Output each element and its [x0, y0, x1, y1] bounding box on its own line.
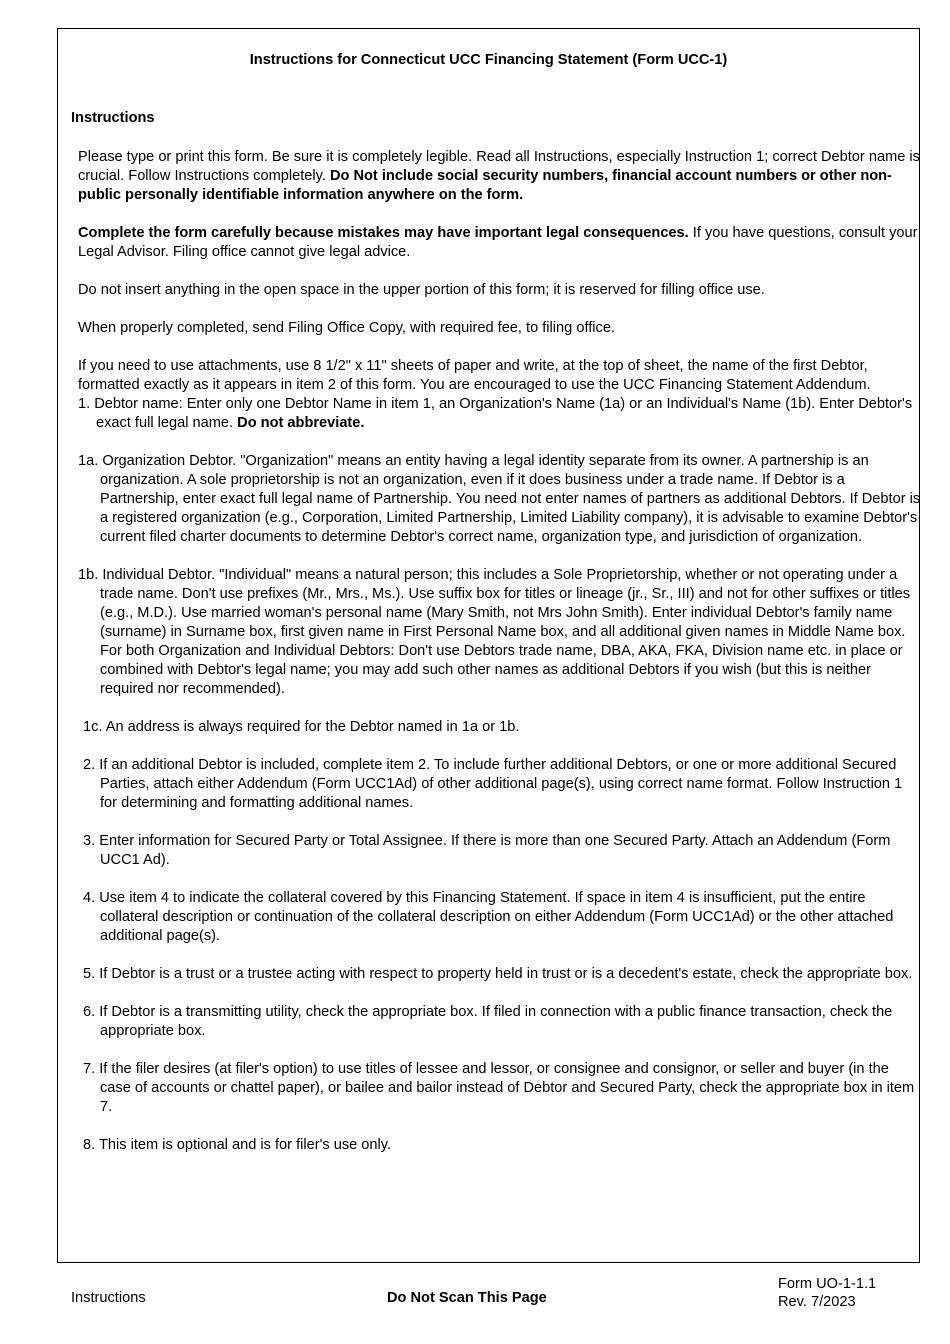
instructions-frame	[57, 28, 920, 1263]
item-1-text: 1. Debtor name: Enter only one Debtor Name in item 1, an Organization's Name (1a) or an Individual's Name (1b). Enter Debtor's exact full legal name.	[78, 396, 913, 431]
page-title: Instructions for Connecticut UCC Financing Statement (Form UCC-1)	[249, 52, 728, 68]
instruction-item-7: 7. If the filer desires (at filer's option) to use titles of lessee and lessor, or consignee and consignor, or seller and buyer (in the case of accounts or chattel paper), or bailee and bailor instead of Debtor and Secured Party, check the appropriate box in item 7.	[83, 1061, 915, 1115]
instruction-item-6: 6. If Debtor is a transmitting utility, check the appropriate box. If filed in connection with a public finance transaction, check the appropriate box.	[83, 1004, 893, 1039]
intro-p2-warning: Complete the form carefully because mistakes may have important legal consequences.	[78, 225, 689, 241]
intro-paragraph-5: If you need to use attachments, use 8 1/2" x 11" sheets of paper and write, at the top of sheet, the name of the first Debtor, formatted exactly as it appears in item 2 of this form. You are encouraged to use the UCC Financing Statement Addendum.	[78, 358, 871, 393]
item-1-warning: Do not abbreviate.	[237, 415, 365, 431]
footer-revision: Rev. 7/2023	[778, 1294, 856, 1310]
footer-form-number: Form UO-1-1.1	[778, 1276, 877, 1292]
intro-paragraph-2	[78, 224, 921, 262]
instruction-item-1	[78, 395, 921, 433]
intro-p1-warning: Do Not include social security numbers, financial account numbers or other non-public personally identifiable information anywhere on the form.	[78, 168, 892, 203]
instructions-body	[78, 148, 921, 1174]
footer-label: Instructions	[71, 1290, 146, 1306]
instruction-item-1a: 1a. Organization Debtor. "Organization" means an entity having a legal identity separate from its owner. A partnership is an organization. A sole proprietorship is not an organization, even if it does business under a trade name. If Debtor is a Partnership, enter exact full legal name of Partnership. You need not enter names of partners as additional Debtors. If Debtor is a registered organization (e.g., Corporation, Limited Partnership, Limited Liability company), it is advisable to examine Debtor's current filed charter documents to determine Debtor's correct name, organization type, and jurisdiction of organization.	[78, 453, 921, 545]
instruction-item-5: 5. If Debtor is a trust or a trustee acting with respect to property held in trust or is a decedent's estate, check the appropriate box.	[83, 966, 913, 982]
footer-notice: Do Not Scan This Page	[387, 1290, 547, 1306]
intro-paragraph-4: When properly completed, send Filing Office Copy, with required fee, to filing office.	[78, 320, 615, 336]
instruction-item-1b: 1b. Individual Debtor. "Individual" means a natural person; this includes a Sole Proprietorship, whether or not operating under a trade name. Don't use prefixes (Mr., Mrs., Ms.). Use suffix box for titles or lineage (jr., Sr., III) and not for other suffixes or titles (e.g., M.D.). Use married woman's personal name (Mary Smith, not Mrs John Smith). Enter individual Debtor's family name (surname) in Surname box, first given name in First Personal Name box, and all additional given names in Middle Name box. For both Organization and Individual Debtors: Don't use Debtors trade name, DBA, AKA, FKA, Division name etc. in place or combined with Debtor's legal name; you may add such other names as additional Debtors if you wish (but this is neither required nor recommended).	[78, 567, 911, 697]
intro-p1-text: Please type or print this form. Be sure it is completely legible. Read all Instructions, especially Instruction 1; correct Debtor name is crucial. Follow Instructions completely.	[78, 149, 920, 184]
intro-paragraph-3: Do not insert anything in the open space in the upper portion of this form; it is reserved for filling office use.	[78, 282, 765, 298]
instruction-item-1c: 1c. An address is always required for the Debtor named in 1a or 1b.	[83, 719, 520, 735]
footer-form-info	[778, 1275, 876, 1311]
instruction-item-8: 8. This item is optional and is for filer's use only.	[83, 1137, 392, 1153]
intro-p2-text: If you have questions, consult your Legal Advisor. Filing office cannot give legal advice.	[78, 225, 918, 260]
instruction-item-4: 4. Use item 4 to indicate the collateral covered by this Financing Statement. If space in item 4 is insufficient, put the entire collateral description or continuation of the collateral description on either Addendum (Form UCC1Ad) or the other attached additional page(s).	[83, 890, 894, 944]
instruction-item-2: 2. If an additional Debtor is included, complete item 2. To include further additional Debtors, or one or more additional Secured Parties, attach either Addendum (Form UCC1Ad) of other additional page(s), using correct name format. Follow Instruction 1 for determining and formatting additional names.	[83, 757, 903, 811]
intro-paragraph-1	[78, 148, 921, 205]
instruction-item-3: 3. Enter information for Secured Party or Total Assignee. If there is more than one Secured Party. Attach an Addendum (Form UCC1 Ad).	[83, 833, 891, 868]
section-heading: Instructions	[71, 110, 155, 126]
